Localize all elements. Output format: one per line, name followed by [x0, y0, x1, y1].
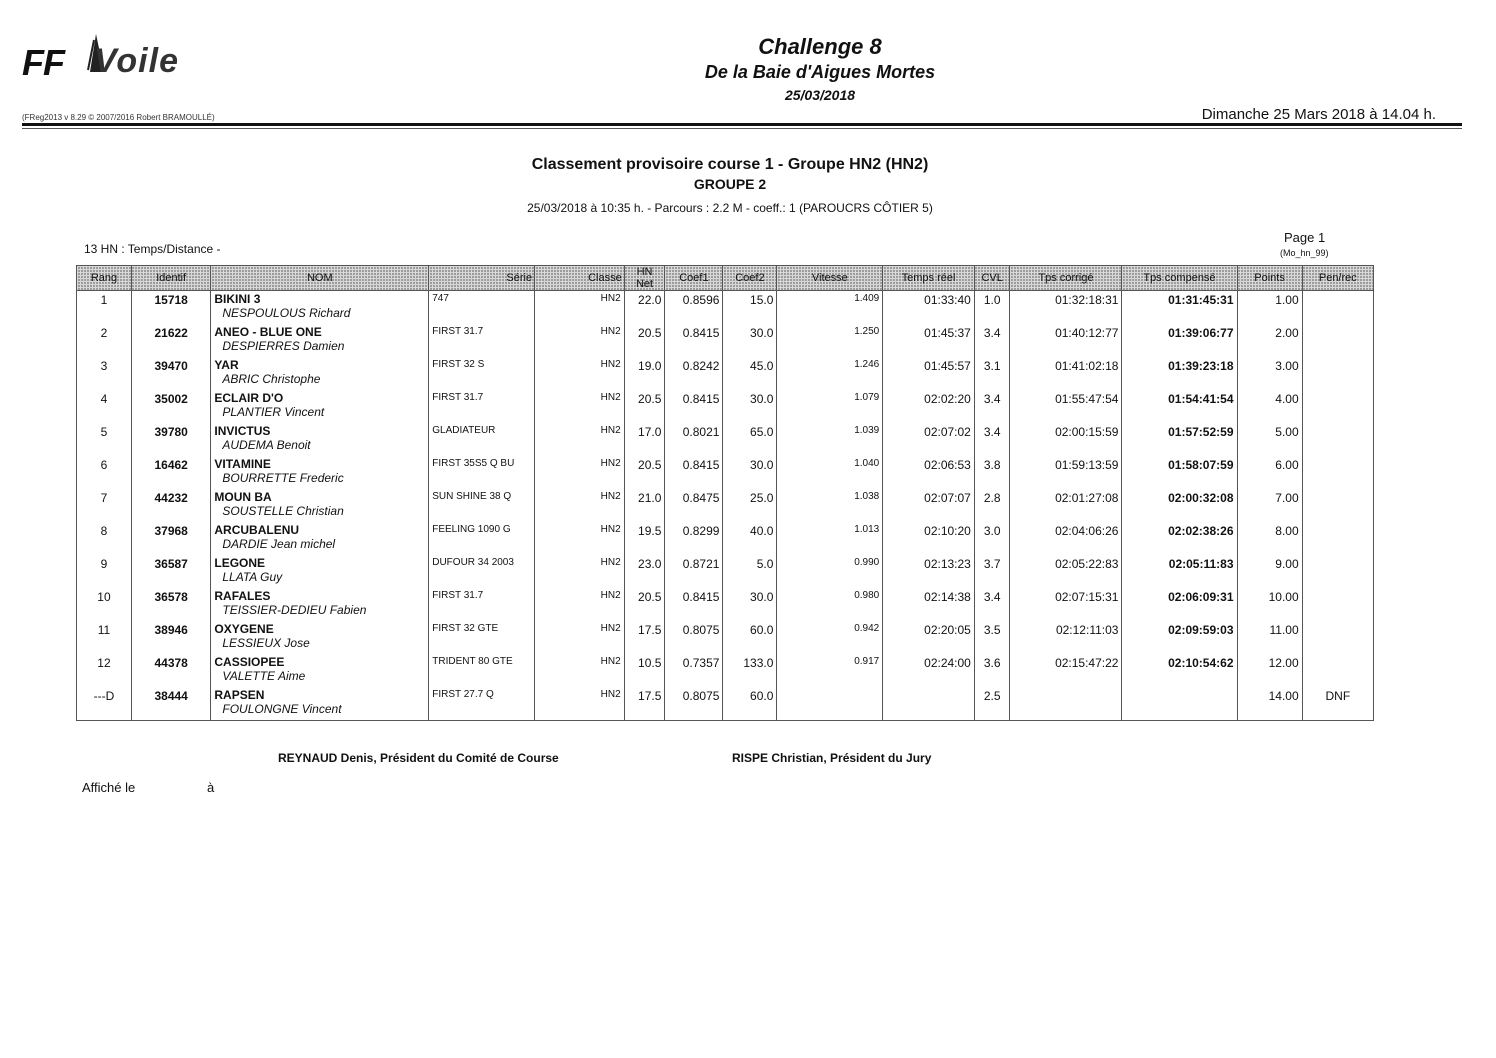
table-row	[77, 324, 1374, 357]
cell-tps-compense: 01:39:23:18	[1122, 357, 1237, 390]
cell-identif: 44232	[131, 489, 210, 522]
cell-classe: HN2	[535, 687, 625, 721]
cell-hn-net: 17.5	[624, 621, 665, 654]
table-row	[77, 522, 1374, 555]
cell-coef1: 0.8021	[665, 423, 723, 456]
cell-vitesse: 1.246	[777, 357, 883, 390]
race-committee-signature: REYNAUD Denis, Président du Comité de Course	[278, 751, 559, 765]
cell-vitesse: 1.250	[777, 324, 883, 357]
cell-temps-reel	[883, 687, 975, 721]
col-pen-rec: Pen/rec	[1302, 266, 1373, 291]
cell-identif: 15718	[131, 291, 210, 325]
cell-nom	[211, 456, 429, 489]
skipper-name: AUDEMA Benoit	[222, 438, 311, 452]
cell-vitesse: 1.409	[777, 291, 883, 325]
table-row	[77, 654, 1374, 687]
cell-tps-compense: 01:57:52:59	[1122, 423, 1237, 456]
cell-cvl: 3.5	[974, 621, 1010, 654]
cell-pen-rec	[1302, 357, 1373, 390]
cell-temps-reel: 01:45:57	[883, 357, 975, 390]
cell-points: 8.00	[1237, 522, 1302, 555]
cell-coef2: 30.0	[723, 588, 777, 621]
cell-cvl: 3.4	[974, 324, 1010, 357]
race-details: 25/03/2018 à 10:35 h. - Parcours : 2.2 M - coeff.: 1 (PAROUCRS CÔTIER 5)	[527, 201, 933, 215]
cell-coef2: 15.0	[723, 291, 777, 325]
cell-classe: HN2	[535, 654, 625, 687]
cell-vitesse: 0.942	[777, 621, 883, 654]
skipper-name: SOUSTELLE Christian	[222, 504, 344, 518]
cell-serie: FIRST 32 GTE	[429, 621, 535, 654]
printed-datetime: Dimanche 25 Mars 2018 à 14.04 h.	[1201, 106, 1436, 123]
cell-points: 4.00	[1237, 390, 1302, 423]
cell-tps-corrige: 01:55:47:54	[1010, 390, 1122, 423]
cell-temps-reel: 02:07:07	[883, 489, 975, 522]
cell-temps-reel: 02:20:05	[883, 621, 975, 654]
cell-identif: 39470	[131, 357, 210, 390]
header-divider-thin	[22, 128, 1462, 129]
table-row	[77, 489, 1374, 522]
cell-hn-net: 22.0	[624, 291, 665, 325]
cell-vitesse	[777, 687, 883, 721]
table-row	[77, 456, 1374, 489]
cell-cvl: 3.6	[974, 654, 1010, 687]
cell-coef2: 60.0	[723, 687, 777, 721]
cell-points: 3.00	[1237, 357, 1302, 390]
cell-coef2: 30.0	[723, 324, 777, 357]
cell-rang: 12	[77, 654, 132, 687]
cell-coef1: 0.8415	[665, 588, 723, 621]
cell-identif: 39780	[131, 423, 210, 456]
cell-coef1: 0.8721	[665, 555, 723, 588]
cell-classe: HN2	[535, 588, 625, 621]
cell-temps-reel: 02:10:20	[883, 522, 975, 555]
posted-at-label: à	[207, 780, 215, 795]
cell-cvl: 3.4	[974, 390, 1010, 423]
cell-coef1: 0.8415	[665, 324, 723, 357]
cell-hn-net: 20.5	[624, 390, 665, 423]
cell-coef2: 40.0	[723, 522, 777, 555]
cell-nom	[211, 390, 429, 423]
table-row	[77, 291, 1374, 325]
header-divider	[22, 123, 1462, 126]
boat-name: ARCUBALENU	[214, 523, 300, 537]
cell-coef2: 5.0	[723, 555, 777, 588]
cell-points: 1.00	[1237, 291, 1302, 325]
cell-identif: 21622	[131, 324, 210, 357]
race-heading: Classement provisoire course 1 - Groupe HN2 (HN2)	[531, 156, 929, 173]
cell-tps-corrige	[1010, 687, 1122, 721]
cell-vitesse: 1.040	[777, 456, 883, 489]
table-row	[77, 423, 1374, 456]
cell-serie: FIRST 35S5 Q BU	[429, 456, 535, 489]
cell-coef1: 0.8596	[665, 291, 723, 325]
skipper-name: DARDIE Jean michel	[222, 537, 336, 551]
cell-classe: HN2	[535, 423, 625, 456]
cell-pen-rec	[1302, 489, 1373, 522]
cell-hn-net: 20.5	[624, 588, 665, 621]
cell-tps-corrige: 02:15:47:22	[1010, 654, 1122, 687]
logo-voile-text: Voile	[94, 42, 179, 80]
cell-temps-reel: 01:45:37	[883, 324, 975, 357]
cell-classe: HN2	[535, 522, 625, 555]
skipper-name: DESPIERRES Damien	[222, 339, 345, 353]
cell-rang: 2	[77, 324, 132, 357]
cell-points: 6.00	[1237, 456, 1302, 489]
cell-coef2: 133.0	[723, 654, 777, 687]
cell-vitesse: 0.990	[777, 555, 883, 588]
cell-nom	[211, 621, 429, 654]
cell-tps-corrige: 02:07:15:31	[1010, 588, 1122, 621]
cell-identif: 44378	[131, 654, 210, 687]
cell-coef1: 0.8415	[665, 456, 723, 489]
boat-name: MOUN BA	[214, 490, 272, 504]
boat-name: CASSIOPEE	[214, 655, 285, 669]
cell-nom	[211, 687, 429, 721]
cell-tps-compense: 02:02:38:26	[1122, 522, 1237, 555]
cell-coef2: 65.0	[723, 423, 777, 456]
cell-serie: FIRST 32 S	[429, 357, 535, 390]
cell-tps-corrige: 02:01:27:08	[1010, 489, 1122, 522]
boat-name: LEGONE	[214, 556, 266, 570]
col-rang: Rang	[77, 266, 132, 291]
cell-cvl: 2.5	[974, 687, 1010, 721]
col-coef2: Coef2	[723, 266, 777, 291]
table-row	[77, 687, 1374, 721]
cell-rang: 3	[77, 357, 132, 390]
cell-tps-compense: 01:58:07:59	[1122, 456, 1237, 489]
cell-nom	[211, 357, 429, 390]
cell-coef1: 0.8475	[665, 489, 723, 522]
cell-classe: HN2	[535, 357, 625, 390]
skipper-name: BOURRETTE Frederic	[222, 471, 344, 485]
ffvoile-logo	[22, 34, 192, 84]
cell-tps-compense: 02:05:11:83	[1122, 555, 1237, 588]
col-points: Points	[1237, 266, 1302, 291]
cell-rang: 5	[77, 423, 132, 456]
cell-vitesse: 1.038	[777, 489, 883, 522]
cell-coef1: 0.7357	[665, 654, 723, 687]
col-classe: Classe	[535, 266, 625, 291]
cell-tps-compense: 01:54:41:54	[1122, 390, 1237, 423]
table-row	[77, 390, 1374, 423]
cell-classe: HN2	[535, 621, 625, 654]
cell-rang: 8	[77, 522, 132, 555]
cell-nom	[211, 423, 429, 456]
cell-nom	[211, 489, 429, 522]
cell-pen-rec	[1302, 588, 1373, 621]
cell-rang: ---D	[77, 687, 132, 721]
boat-name: RAFALES	[214, 589, 271, 603]
cell-coef1: 0.8242	[665, 357, 723, 390]
cell-coef1: 0.8075	[665, 621, 723, 654]
cell-identif: 37968	[131, 522, 210, 555]
cell-coef1: 0.8415	[665, 390, 723, 423]
col-coef1: Coef1	[665, 266, 723, 291]
cell-hn-net: 21.0	[624, 489, 665, 522]
cell-temps-reel: 02:13:23	[883, 555, 975, 588]
cell-cvl: 3.4	[974, 588, 1010, 621]
cell-classe: HN2	[535, 555, 625, 588]
boat-name: BIKINI 3	[214, 292, 261, 306]
cell-cvl: 3.0	[974, 522, 1010, 555]
table-row	[77, 588, 1374, 621]
cell-pen-rec	[1302, 654, 1373, 687]
cell-serie: FEELING 1090 G	[429, 522, 535, 555]
logo-ff-text: FF	[22, 42, 64, 83]
cell-tps-compense	[1122, 687, 1237, 721]
cell-serie: FIRST 31.7	[429, 588, 535, 621]
cell-classe: HN2	[535, 456, 625, 489]
cell-identif: 35002	[131, 390, 210, 423]
cell-pen-rec	[1302, 423, 1373, 456]
software-credit: (FReg2013 v 8.29 © 2007/2016 Robert BRAMOULLÉ)	[22, 113, 215, 122]
cell-tps-compense: 01:31:45:31	[1122, 291, 1237, 325]
skipper-name: LESSIEUX Jose	[222, 636, 310, 650]
cell-coef2: 30.0	[723, 456, 777, 489]
event-date: 25/03/2018	[784, 87, 856, 103]
cell-classe: HN2	[535, 291, 625, 325]
cell-tps-compense: 02:06:09:31	[1122, 588, 1237, 621]
cell-tps-corrige: 01:59:13:59	[1010, 456, 1122, 489]
cell-hn-net: 17.0	[624, 423, 665, 456]
cell-tps-corrige: 01:41:02:18	[1010, 357, 1122, 390]
cell-pen-rec	[1302, 324, 1373, 357]
cell-temps-reel: 02:14:38	[883, 588, 975, 621]
cell-identif: 36578	[131, 588, 210, 621]
col-cvl: CVL	[974, 266, 1010, 291]
cell-identif: 38444	[131, 687, 210, 721]
cell-coef2: 45.0	[723, 357, 777, 390]
table-row	[77, 357, 1374, 390]
cell-nom	[211, 588, 429, 621]
cell-classe: HN2	[535, 390, 625, 423]
boat-name: YAR	[214, 358, 239, 372]
cell-tps-corrige: 02:04:06:26	[1010, 522, 1122, 555]
skipper-name: TEISSIER-DEDIEU Fabien	[222, 603, 367, 617]
cell-pen-rec	[1302, 555, 1373, 588]
col-vitesse: Vitesse	[777, 266, 883, 291]
posted-label: Affiché le	[82, 780, 136, 795]
col-temps-reel: Temps réel	[883, 266, 975, 291]
page-number: Page 1	[1284, 230, 1326, 245]
cell-hn-net: 10.5	[624, 654, 665, 687]
page-ref: (Mo_hn_99)	[1280, 248, 1329, 258]
col-serie: Série	[429, 266, 535, 291]
cell-points: 5.00	[1237, 423, 1302, 456]
cell-points: 10.00	[1237, 588, 1302, 621]
results-body	[77, 291, 1374, 721]
cell-tps-corrige: 02:05:22:83	[1010, 555, 1122, 588]
cell-coef1: 0.8299	[665, 522, 723, 555]
cell-points: 7.00	[1237, 489, 1302, 522]
cell-cvl: 3.7	[974, 555, 1010, 588]
cell-cvl: 3.8	[974, 456, 1010, 489]
cell-nom	[211, 324, 429, 357]
cell-vitesse: 1.079	[777, 390, 883, 423]
cell-cvl: 1.0	[974, 291, 1010, 325]
cell-rang: 6	[77, 456, 132, 489]
col-tps-corrige: Tps corrigé	[1010, 266, 1122, 291]
cell-serie: FIRST 31.7	[429, 324, 535, 357]
cell-temps-reel: 01:33:40	[883, 291, 975, 325]
col-identif: Identif	[131, 266, 210, 291]
cell-hn-net: 19.0	[624, 357, 665, 390]
cell-hn-net: 19.5	[624, 522, 665, 555]
cell-temps-reel: 02:06:53	[883, 456, 975, 489]
cell-serie: SUN SHINE 38 Q	[429, 489, 535, 522]
table-header-row	[77, 266, 1374, 291]
cell-rang: 7	[77, 489, 132, 522]
cell-tps-corrige: 01:40:12:77	[1010, 324, 1122, 357]
event-title: Challenge 8	[758, 34, 882, 59]
boat-name: VITAMINE	[214, 457, 271, 471]
event-subtitle: De la Baie d'Aigues Mortes	[704, 62, 936, 82]
cell-vitesse: 1.039	[777, 423, 883, 456]
results-table	[76, 265, 1374, 721]
rating-info: 13 HN : Temps/Distance -	[84, 242, 221, 256]
boat-name: INVICTUS	[214, 424, 271, 438]
boat-name: RAPSEN	[214, 688, 265, 702]
cell-points: 9.00	[1237, 555, 1302, 588]
cell-pen-rec	[1302, 522, 1373, 555]
cell-points: 14.00	[1237, 687, 1302, 721]
cell-nom	[211, 291, 429, 325]
cell-rang: 1	[77, 291, 132, 325]
cell-identif: 38946	[131, 621, 210, 654]
cell-coef2: 25.0	[723, 489, 777, 522]
skipper-name: ABRIC Christophe	[222, 372, 321, 386]
cell-vitesse: 0.980	[777, 588, 883, 621]
cell-coef1: 0.8075	[665, 687, 723, 721]
skipper-name: LLATA Guy	[222, 570, 283, 584]
cell-rang: 4	[77, 390, 132, 423]
cell-serie: FIRST 31.7	[429, 390, 535, 423]
cell-classe: HN2	[535, 489, 625, 522]
skipper-name: VALETTE Aime	[222, 669, 306, 683]
cell-temps-reel: 02:24:00	[883, 654, 975, 687]
cell-tps-compense: 02:09:59:03	[1122, 621, 1237, 654]
cell-hn-net: 23.0	[624, 555, 665, 588]
boat-name: ANEO - BLUE ONE	[214, 325, 322, 339]
table-row	[77, 621, 1374, 654]
cell-pen-rec	[1302, 390, 1373, 423]
boat-name: OXYGENE	[214, 622, 274, 636]
cell-hn-net: 20.5	[624, 324, 665, 357]
skipper-name: NESPOULOUS Richard	[222, 306, 351, 320]
cell-tps-corrige: 01:32:18:31	[1010, 291, 1122, 325]
cell-pen-rec	[1302, 621, 1373, 654]
cell-vitesse: 1.013	[777, 522, 883, 555]
cell-serie: TRIDENT 80 GTE	[429, 654, 535, 687]
cell-tps-compense: 02:00:32:08	[1122, 489, 1237, 522]
table-row	[77, 555, 1374, 588]
cell-identif: 16462	[131, 456, 210, 489]
cell-nom	[211, 522, 429, 555]
cell-identif: 36587	[131, 555, 210, 588]
cell-cvl: 3.4	[974, 423, 1010, 456]
skipper-name: PLANTIER Vincent	[222, 405, 325, 419]
cell-rang: 9	[77, 555, 132, 588]
col-tps-compense: Tps compensé	[1122, 266, 1237, 291]
cell-tps-compense: 01:39:06:77	[1122, 324, 1237, 357]
cell-coef2: 60.0	[723, 621, 777, 654]
cell-serie: GLADIATEUR	[429, 423, 535, 456]
cell-points: 11.00	[1237, 621, 1302, 654]
jury-signature: RISPE Christian, Président du Jury	[732, 751, 932, 765]
cell-cvl: 2.8	[974, 489, 1010, 522]
cell-rang: 11	[77, 621, 132, 654]
cell-points: 12.00	[1237, 654, 1302, 687]
cell-hn-net: 17.5	[624, 687, 665, 721]
col-hn-net: HN Net	[624, 266, 665, 291]
cell-pen-rec	[1302, 291, 1373, 325]
cell-temps-reel: 02:07:02	[883, 423, 975, 456]
cell-coef2: 30.0	[723, 390, 777, 423]
cell-tps-compense: 02:10:54:62	[1122, 654, 1237, 687]
skipper-name: FOULONGNE Vincent	[222, 702, 342, 716]
cell-nom	[211, 654, 429, 687]
cell-hn-net: 20.5	[624, 456, 665, 489]
cell-cvl: 3.1	[974, 357, 1010, 390]
cell-points: 2.00	[1237, 324, 1302, 357]
cell-serie: FIRST 27.7 Q	[429, 687, 535, 721]
cell-classe: HN2	[535, 324, 625, 357]
cell-serie: DUFOUR 34 2003	[429, 555, 535, 588]
cell-serie: 747	[429, 291, 535, 325]
race-group: GROUPE 2	[693, 176, 767, 192]
cell-rang: 10	[77, 588, 132, 621]
cell-temps-reel: 02:02:20	[883, 390, 975, 423]
cell-vitesse: 0.917	[777, 654, 883, 687]
cell-tps-corrige: 02:00:15:59	[1010, 423, 1122, 456]
cell-pen-rec: DNF	[1302, 687, 1373, 721]
boat-name: ECLAIR D'O	[214, 391, 284, 405]
cell-tps-corrige: 02:12:11:03	[1010, 621, 1122, 654]
cell-pen-rec	[1302, 456, 1373, 489]
cell-nom	[211, 555, 429, 588]
col-nom: NOM	[211, 266, 429, 291]
